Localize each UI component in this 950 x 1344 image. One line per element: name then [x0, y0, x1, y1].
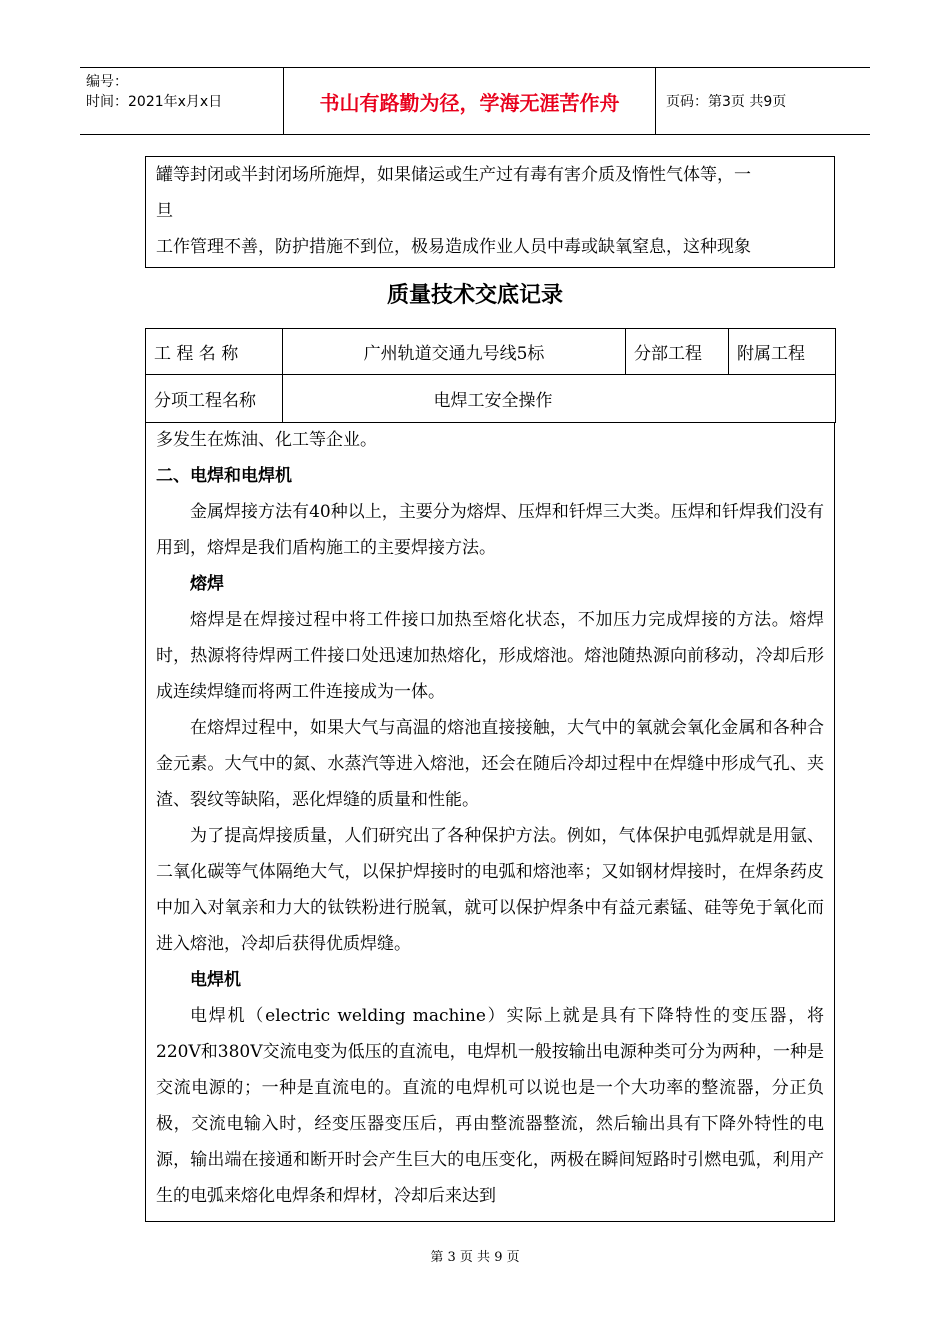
paragraph: 金属焊接方法有40种以上，主要分为熔焊、压焊和钎焊三大类。压焊和钎焊我们没有用到，熔焊是我们盾构施工的主要焊接方法。	[156, 502, 824, 558]
header-meta	[80, 68, 284, 134]
project-name-value: 广州轨道交通九号线5标	[283, 329, 626, 375]
page-title: 质量技术交底记录	[386, 283, 563, 308]
header-motto: 书山有路勤为径，学海无涯苦作舟	[284, 68, 656, 134]
document-number: 编号：	[86, 74, 128, 90]
paragraph: 多发生在炼油、化工等企业。	[156, 430, 377, 450]
subitem-value: 电焊工安全操作	[283, 375, 836, 423]
project-name-label: 工 程 名 称	[146, 329, 283, 375]
subsection-heading: 熔焊	[190, 574, 224, 594]
previous-section-box	[145, 156, 835, 268]
text-line: 罐等封闭或半封闭场所施焊，如果储运或生产过有毒有害介质及惰性气体等，一	[156, 165, 751, 185]
text-line: 工作管理不善，防护措施不到位，极易造成作业人员中毒或缺氧窒息，这种现象	[156, 237, 751, 257]
content-body	[145, 422, 835, 1222]
division-label: 分部工程	[626, 329, 729, 375]
document-date: 时间：2021年x月x日	[86, 94, 223, 110]
subsection-heading: 电焊机	[190, 970, 241, 990]
section-heading: 二、电焊和电焊机	[156, 466, 292, 486]
paragraph: 电焊机（electric welding machine）实际上就是具有下降特性的变压器，将220V和380V交流电变为低压的直流电，电焊机一般按输出电源种类可分为两种，一种是交流电源的；一种是直流电的。直流的电焊机可以说也是一个大功率的整流器，分正负极，交流电输入时，经变压器变压后，再由整流器整流，然后输出具有下降外特性的电源，输出端在接通和断开时会产生巨大的电压变化，两极在瞬间短路时引燃电弧，利用产生的电弧来熔化电焊条和焊材，冷却后来达到	[156, 1006, 824, 1206]
paragraph: 熔焊是在焊接过程中将工件接口加热至熔化状态，不加压力完成焊接的方法。熔焊时，热源将待焊两工件接口处迅速加热熔化，形成熔池。熔池随热源向前移动，冷却后形成连续焊缝而将两工件连接成为一体。	[156, 610, 824, 702]
subitem-label: 分项工程名称	[146, 375, 283, 423]
division-value: 附属工程	[729, 329, 836, 375]
page-header	[80, 67, 870, 135]
paragraph: 为了提高焊接质量，人们研究出了各种保护方法。例如，气体保护电弧焊就是用氩、二氧化碳等气体隔绝大气，以保护焊接时的电弧和熔池率；又如钢材焊接时，在焊条药皮中加入对氧亲和力大的钛铁粉进行脱氧，就可以保护焊条中有益元素锰、硅等免于氧化而进入熔池，冷却后获得优质焊缝。	[156, 826, 824, 954]
paragraph: 在熔焊过程中，如果大气与高温的熔池直接接触，大气中的氧就会氧化金属和各种合金元素。大气中的氮、水蒸汽等进入熔池，还会在随后冷却过程中在焊缝中形成气孔、夹渣、裂纹等缺陷，恶化焊缝的质量和性能。	[156, 718, 824, 810]
header-page-number: 页码：第3页 共9页	[666, 94, 787, 110]
page-footer: 第 3 页 共 9 页	[430, 1250, 520, 1265]
record-info-table	[145, 328, 836, 423]
text-line: 旦	[156, 201, 173, 221]
